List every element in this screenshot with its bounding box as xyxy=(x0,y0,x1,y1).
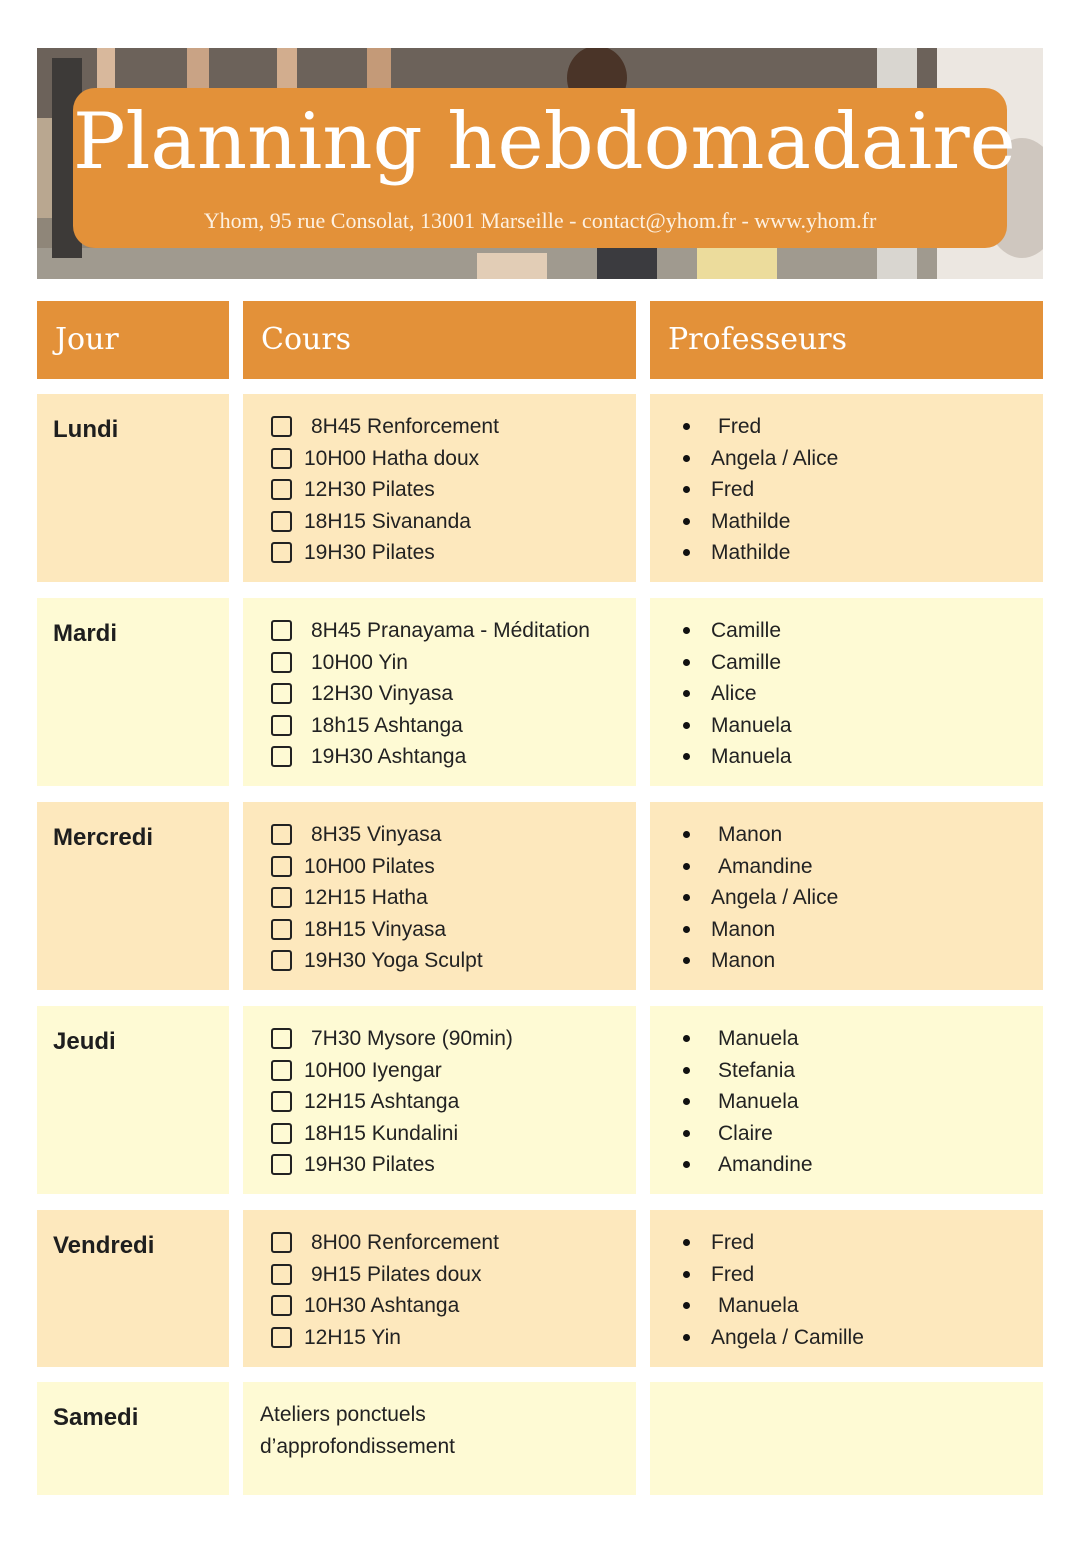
checkbox-icon[interactable] xyxy=(271,1327,292,1348)
checkbox-icon[interactable] xyxy=(271,746,292,767)
checkbox-icon[interactable] xyxy=(271,856,292,877)
checkbox-icon[interactable] xyxy=(271,511,292,532)
bullet-icon xyxy=(683,894,690,901)
courses-cell-lundi xyxy=(243,394,636,582)
bullet-icon xyxy=(683,831,690,838)
bullet-icon xyxy=(683,753,690,760)
bullet-icon xyxy=(683,659,690,666)
teacher-item: Angela / Alice xyxy=(650,882,1043,914)
course-item[interactable]: 10H00 Pilates xyxy=(243,851,636,883)
day-cell-samedi: Samedi xyxy=(37,1382,229,1495)
checkbox-icon[interactable] xyxy=(271,1232,292,1253)
contact-subtitle: Yhom, 95 rue Consolat, 13001 Marseille - contact@yhom.fr - www.yhom.fr xyxy=(203,208,877,233)
teachers-cell-lundi xyxy=(650,394,1043,582)
course-item[interactable]: 10H00 Yin xyxy=(243,647,636,679)
checkbox-icon[interactable] xyxy=(271,950,292,971)
course-item[interactable]: 12H15 Yin xyxy=(243,1322,636,1354)
bullet-icon xyxy=(683,1302,690,1309)
checkbox-icon[interactable] xyxy=(271,1264,292,1285)
course-item[interactable]: 19H30 Pilates xyxy=(243,1149,636,1181)
checkbox-icon[interactable] xyxy=(271,542,292,563)
day-cell-mercredi: Mercredi xyxy=(37,802,229,990)
courses-cell-vendredi xyxy=(243,1210,636,1367)
course-item[interactable]: 12H15 Hatha xyxy=(243,882,636,914)
course-item[interactable]: 8H45 Renforcement xyxy=(243,411,636,443)
teacher-item: Camille xyxy=(650,615,1043,647)
teachers-cell-samedi xyxy=(650,1382,1043,1495)
checkbox-icon[interactable] xyxy=(271,887,292,908)
course-item[interactable]: 18H15 Sivananda xyxy=(243,506,636,538)
bullet-icon xyxy=(683,722,690,729)
checkbox-icon[interactable] xyxy=(271,416,292,437)
teacher-item: Camille xyxy=(650,647,1043,679)
checkbox-icon[interactable] xyxy=(271,715,292,736)
checkbox-icon[interactable] xyxy=(271,652,292,673)
courses-cell-samedi xyxy=(243,1382,636,1495)
bullet-icon xyxy=(683,549,690,556)
teacher-item: Amandine xyxy=(650,1149,1043,1181)
teacher-item: Manon xyxy=(650,914,1043,946)
teacher-item: Manuela xyxy=(650,1086,1043,1118)
course-item[interactable]: 9H15 Pilates doux xyxy=(243,1259,636,1291)
course-item[interactable]: 12H30 Vinyasa xyxy=(243,678,636,710)
teacher-item: Manuela xyxy=(650,710,1043,742)
teachers-cell-jeudi xyxy=(650,1006,1043,1194)
checkbox-icon[interactable] xyxy=(271,683,292,704)
bullet-icon xyxy=(683,1161,690,1168)
checkbox-icon[interactable] xyxy=(271,1028,292,1049)
teacher-item: Fred xyxy=(650,474,1043,506)
bullet-icon xyxy=(683,1130,690,1137)
course-item[interactable]: 10H00 Iyengar xyxy=(243,1055,636,1087)
teacher-item: Amandine xyxy=(650,851,1043,883)
course-item[interactable]: 19H30 Ashtanga xyxy=(243,741,636,773)
teachers-cell-mardi xyxy=(650,598,1043,786)
teacher-item: Fred xyxy=(650,411,1043,443)
course-item[interactable]: 18H15 Vinyasa xyxy=(243,914,636,946)
bullet-icon xyxy=(683,455,690,462)
bullet-icon xyxy=(683,863,690,870)
day-cell-jeudi: Jeudi xyxy=(37,1006,229,1194)
course-item[interactable]: 8H45 Pranayama - Méditation xyxy=(243,615,636,647)
bullet-icon xyxy=(683,690,690,697)
teacher-item: Manuela xyxy=(650,1290,1043,1322)
column-header-courses: Cours xyxy=(243,301,636,379)
teacher-item: Manuela xyxy=(650,741,1043,773)
bullet-icon xyxy=(683,627,690,634)
checkbox-icon[interactable] xyxy=(271,1295,292,1316)
bullet-icon xyxy=(683,1239,690,1246)
title-box xyxy=(73,88,1016,248)
courses-cell-mercredi xyxy=(243,802,636,990)
courses-cell-mardi xyxy=(243,598,636,786)
teacher-item: Claire xyxy=(650,1118,1043,1150)
day-cell-lundi: Lundi xyxy=(37,394,229,582)
teachers-cell-vendredi xyxy=(650,1210,1043,1367)
bullet-icon xyxy=(683,1067,690,1074)
bullet-icon xyxy=(683,957,690,964)
course-item[interactable]: 12H15 Ashtanga xyxy=(243,1086,636,1118)
checkbox-icon[interactable] xyxy=(271,1091,292,1112)
course-item[interactable]: 12H30 Pilates xyxy=(243,474,636,506)
teacher-item: Angela / Camille xyxy=(650,1322,1043,1354)
courses-cell-jeudi xyxy=(243,1006,636,1194)
bullet-icon xyxy=(683,1271,690,1278)
teacher-item: Stefania xyxy=(650,1055,1043,1087)
bullet-icon xyxy=(683,518,690,525)
column-header-day: Jour xyxy=(37,301,229,379)
course-item[interactable]: 8H00 Renforcement xyxy=(243,1227,636,1259)
checkbox-icon[interactable] xyxy=(271,1123,292,1144)
course-item[interactable]: 7H30 Mysore (90min) xyxy=(243,1023,636,1055)
day-cell-vendredi: Vendredi xyxy=(37,1210,229,1367)
checkbox-icon[interactable] xyxy=(271,479,292,500)
teacher-item: Angela / Alice xyxy=(650,443,1043,475)
samedi-note-line2: d’approfondissement xyxy=(260,1435,455,1458)
checkbox-icon[interactable] xyxy=(271,620,292,641)
teacher-item: Fred xyxy=(650,1259,1043,1291)
teacher-item: Alice xyxy=(650,678,1043,710)
checkbox-icon[interactable] xyxy=(271,1060,292,1081)
teacher-item: Manuela xyxy=(650,1023,1043,1055)
teacher-item: Mathilde xyxy=(650,537,1043,569)
bullet-icon xyxy=(683,423,690,430)
bullet-icon xyxy=(683,926,690,933)
bullet-icon xyxy=(683,1035,690,1042)
checkbox-icon[interactable] xyxy=(271,824,292,845)
course-item[interactable]: 18h15 Ashtanga xyxy=(243,710,636,742)
checkbox-icon[interactable] xyxy=(271,1154,292,1175)
page-title: Planning hebdomadaire xyxy=(73,97,1016,187)
course-item[interactable]: 19H30 Pilates xyxy=(243,537,636,569)
bullet-icon xyxy=(683,486,690,493)
course-item[interactable]: 19H30 Yoga Sculpt xyxy=(243,945,636,977)
teachers-cell-mercredi xyxy=(650,802,1043,990)
bullet-icon xyxy=(683,1098,690,1105)
course-item[interactable]: 10H30 Ashtanga xyxy=(243,1290,636,1322)
header-banner xyxy=(37,48,1043,279)
teacher-item: Manon xyxy=(650,819,1043,851)
checkbox-icon[interactable] xyxy=(271,919,292,940)
teacher-item: Manon xyxy=(650,945,1043,977)
course-item[interactable]: 18H15 Kundalini xyxy=(243,1118,636,1150)
course-item[interactable]: 8H35 Vinyasa xyxy=(243,819,636,851)
day-cell-mardi: Mardi xyxy=(37,598,229,786)
column-header-teachers: Professeurs xyxy=(650,301,1043,379)
samedi-note-line1: Ateliers ponctuels xyxy=(260,1403,426,1426)
checkbox-icon[interactable] xyxy=(271,448,292,469)
teacher-item: Mathilde xyxy=(650,506,1043,538)
teacher-item: Fred xyxy=(650,1227,1043,1259)
bullet-icon xyxy=(683,1334,690,1341)
course-item[interactable]: 10H00 Hatha doux xyxy=(243,443,636,475)
